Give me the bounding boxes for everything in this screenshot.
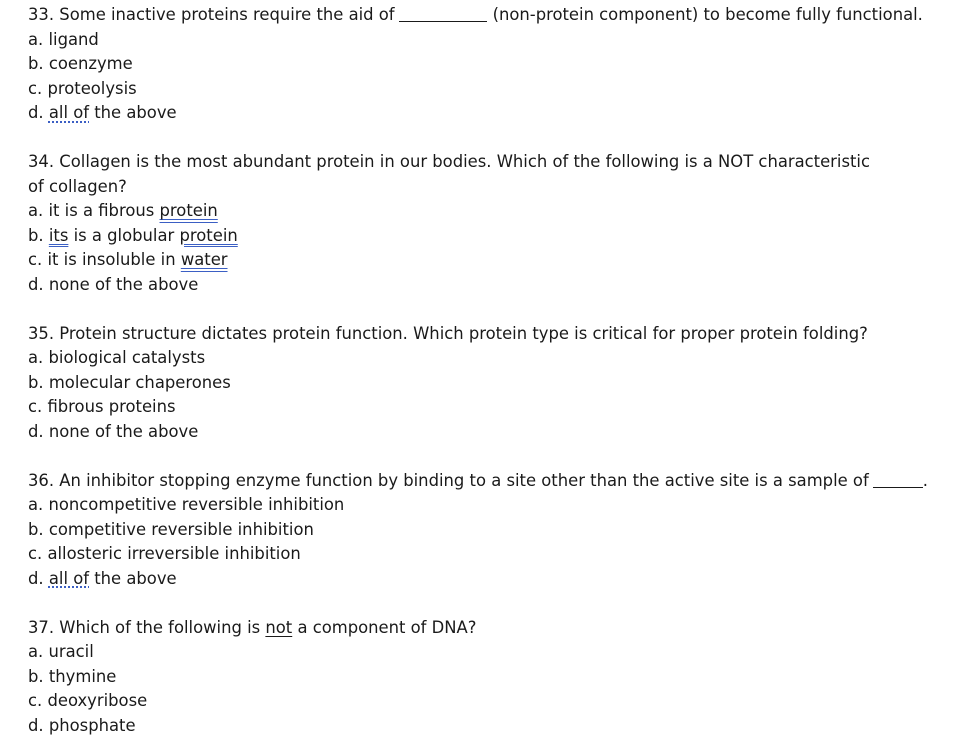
question-35 xyxy=(28,322,948,445)
quiz-document xyxy=(28,3,948,738)
option-text: it is insoluble in xyxy=(47,250,176,269)
question-stem xyxy=(28,322,948,347)
stem-text: a component of DNA? xyxy=(297,617,477,637)
option-text: none of the above xyxy=(48,421,199,441)
answer-option-d[interactable] xyxy=(28,273,948,298)
answer-option-a[interactable] xyxy=(28,493,948,518)
option-letter: a. xyxy=(28,495,44,514)
answer-option-b[interactable] xyxy=(28,518,948,543)
question-stem xyxy=(28,3,948,28)
answer-option-c[interactable] xyxy=(28,542,948,567)
option-text: molecular chaperones xyxy=(48,372,231,392)
answer-option-c[interactable] xyxy=(28,77,948,102)
option-letter: b. xyxy=(28,225,44,245)
answer-option-c[interactable] xyxy=(28,395,948,420)
question-number: 35. xyxy=(28,323,55,343)
answer-option-d[interactable] xyxy=(28,567,948,592)
answer-option-b[interactable] xyxy=(28,224,948,249)
option-text: the above xyxy=(94,103,177,122)
answer-option-a[interactable] xyxy=(28,28,948,53)
question-36 xyxy=(28,469,948,592)
option-letter: d. xyxy=(28,715,44,735)
stem-text: An inhibitor stopping enzyme function by binding to a site other than the active site is a sample of xyxy=(59,470,869,490)
question-stem xyxy=(28,616,948,641)
option-text: the above xyxy=(94,568,177,588)
option-letter: b. xyxy=(28,519,44,539)
question-number: 37. xyxy=(28,617,55,637)
answer-option-b[interactable] xyxy=(28,52,948,77)
question-number: 36. xyxy=(28,470,55,490)
stem-text: Protein structure dictates protein function. Which protein type is critical for proper protein folding? xyxy=(59,323,868,343)
option-text: phosphate xyxy=(48,715,136,735)
option-text: ligand xyxy=(48,29,99,49)
answer-option-c[interactable] xyxy=(28,689,948,714)
option-text: coenzyme xyxy=(48,54,133,73)
option-text: uracil xyxy=(48,642,94,661)
grammar-flag: all of xyxy=(48,103,90,122)
option-text: is a globular xyxy=(73,225,175,245)
option-letter: a. xyxy=(28,29,44,49)
option-letter: d. xyxy=(28,103,44,122)
option-letter: b. xyxy=(28,54,44,73)
option-letter: c. xyxy=(28,250,43,269)
answer-blank xyxy=(399,5,487,22)
answer-option-d[interactable] xyxy=(28,420,948,445)
option-letter: c. xyxy=(28,544,43,563)
option-letter: b. xyxy=(28,372,44,392)
option-letter: a. xyxy=(28,201,44,220)
question-34 xyxy=(28,150,948,297)
question-37 xyxy=(28,616,948,739)
answer-option-a[interactable] xyxy=(28,346,948,371)
option-text: proteolysis xyxy=(47,78,137,98)
question-33 xyxy=(28,3,948,126)
answer-option-b[interactable] xyxy=(28,665,948,690)
option-letter: c. xyxy=(28,78,43,98)
option-letter: d. xyxy=(28,274,44,294)
question-stem xyxy=(28,150,878,199)
option-text: fibrous proteins xyxy=(47,397,176,416)
question-number: 33. xyxy=(28,5,55,24)
question-stem xyxy=(28,469,948,494)
grammar-flag: protein xyxy=(159,201,218,220)
option-text: it is a fibrous xyxy=(48,201,155,220)
answer-blank xyxy=(873,471,923,488)
option-letter: c. xyxy=(28,691,43,710)
option-letter: b. xyxy=(28,666,44,686)
option-letter: d. xyxy=(28,568,44,588)
stem-text: (non-protein component) to become fully functional. xyxy=(492,5,923,24)
question-number: 34. xyxy=(28,152,55,171)
stem-text: Some inactive proteins require the aid of xyxy=(59,5,395,24)
option-text: allosteric irreversible inhibition xyxy=(47,544,301,563)
option-text: noncompetitive reversible inhibition xyxy=(48,495,345,514)
option-letter: c. xyxy=(28,397,43,416)
stem-text: . xyxy=(922,470,928,490)
answer-option-d[interactable] xyxy=(28,714,948,739)
answer-option-b[interactable] xyxy=(28,371,948,396)
option-text: thymine xyxy=(48,666,117,686)
stem-text: Collagen is the most abundant protein in our bodies. Which of the following is a NOT characteristic of collagen? xyxy=(28,152,871,196)
option-letter: d. xyxy=(28,421,44,441)
option-text: competitive reversible inhibition xyxy=(48,519,314,539)
answer-option-a[interactable] xyxy=(28,640,948,665)
option-text: deoxyribose xyxy=(47,691,148,710)
grammar-flag: water xyxy=(180,250,228,269)
option-letter: a. xyxy=(28,348,44,367)
grammar-flag: all of xyxy=(48,568,90,588)
answer-option-d[interactable] xyxy=(28,101,948,126)
option-text: biological catalysts xyxy=(48,348,206,367)
grammar-flag: its xyxy=(48,225,69,245)
grammar-flag: protein xyxy=(179,225,238,245)
option-letter: a. xyxy=(28,642,44,661)
answer-option-c[interactable] xyxy=(28,248,948,273)
answer-option-a[interactable] xyxy=(28,199,948,224)
option-text: none of the above xyxy=(48,274,199,294)
emphasized-word: not xyxy=(265,617,293,637)
stem-text: Which of the following is xyxy=(59,617,261,637)
